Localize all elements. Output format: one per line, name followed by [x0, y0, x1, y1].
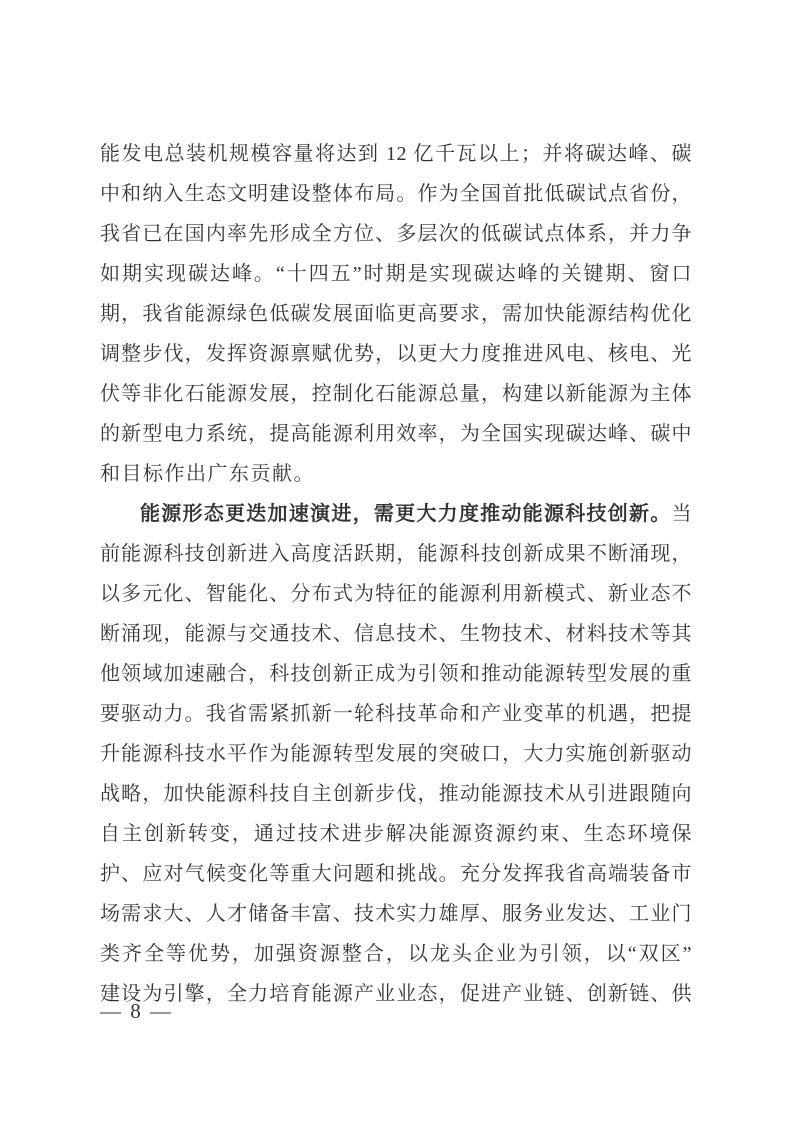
- text-line: 自主创新转变，通过技术进步解决能源资源约束、生态环境保: [100, 823, 692, 845]
- text-line: 建设为引擎，全力培育能源产业业态，促进产业链、创新链、供: [100, 983, 692, 1005]
- text-line: 以多元化、智能化、分布式为特征的能源利用新模式、新业态不: [100, 583, 692, 605]
- text-line: 如期实现碳达峰。“十四五”时期是实现碳达峰的关键期、窗口: [100, 263, 692, 285]
- text-line: 场需求大、人才储备丰富、技术实力雄厚、服务业发达、工业门: [100, 903, 692, 925]
- text-line: 和目标作出广东贡献。: [100, 463, 315, 485]
- text-line: 调整步伐，发挥资源禀赋优势，以更大力度推进风电、核电、光: [100, 343, 692, 365]
- text-line: 断涌现，能源与交通技术、信息技术、生物技术、材料技术等其: [100, 623, 692, 645]
- text-line: 中和纳入生态文明建设整体布局。作为全国首批低碳试点省份，: [100, 183, 692, 205]
- text-line: 我省已在国内率先形成全方位、多层次的低碳试点体系，并力争: [100, 223, 692, 245]
- text-line: 护、应对气候变化等重大问题和挑战。充分发挥我省高端装备市: [100, 863, 692, 885]
- text-line: 期，我省能源绿色低碳发展面临更高要求，需加快能源结构优化: [100, 303, 692, 325]
- text-block: [100, 134, 692, 1014]
- text-line: 他领域加速融合，科技创新正成为引领和推动能源转型发展的重: [100, 663, 692, 685]
- text-line: 能发电总装机规模容量将达到 12 亿千瓦以上；并将碳达峰、碳: [100, 143, 692, 165]
- text-line: 前能源科技创新进入高度活跃期，能源科技创新成果不断涌现，: [100, 543, 692, 565]
- text-line: 的新型电力系统，提高能源利用效率，为全国实现碳达峰、碳中: [100, 423, 692, 445]
- bold-run: 能源形态更迭加速演进，需更大力度推动能源科技创新。: [140, 503, 672, 525]
- text-line: 类齐全等优势，加强资源整合，以龙头企业为引领，以“双区”: [100, 943, 692, 965]
- text-line: 伏等非化石能源发展，控制化石能源总量，构建以新能源为主体: [100, 383, 692, 405]
- text-line: 要驱动力。我省需紧抓新一轮科技革命和产业变革的机遇，把提: [100, 703, 692, 725]
- page-number-footer: — 8 —: [100, 999, 173, 1023]
- text-line: 升能源科技水平作为能源转型发展的突破口，大力实施创新驱动: [100, 743, 692, 765]
- text-line: 能源形态更迭加速演进，需更大力度推动能源科技创新。当: [140, 503, 692, 525]
- text-line: 战略，加快能源科技自主创新步伐，推动能源技术从引进跟随向: [100, 783, 692, 805]
